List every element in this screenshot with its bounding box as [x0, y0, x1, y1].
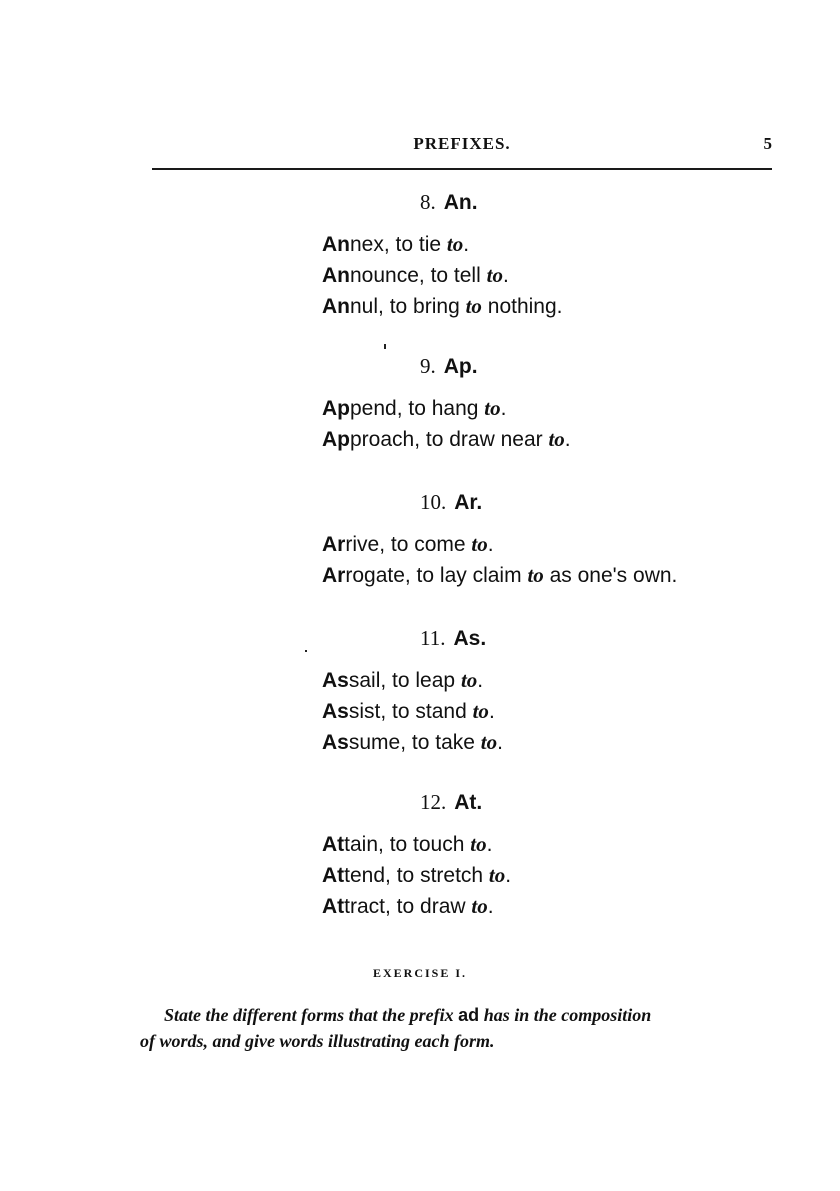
entry-definition: , to draw near	[414, 428, 549, 451]
section-as	[322, 626, 503, 758]
entry-after: .	[564, 428, 571, 451]
section-at	[322, 790, 511, 922]
entry-definition: , to draw	[385, 895, 472, 918]
ink-speck	[305, 650, 307, 652]
exercise-prefix-word: ad	[458, 1005, 480, 1025]
exercise-line-2: of words, and give words illustrating each form.	[140, 1031, 495, 1051]
entry-root: As	[322, 731, 349, 754]
entry-rest: rive	[345, 533, 380, 556]
entry-after: .	[500, 397, 507, 420]
section-number: 9.	[420, 354, 436, 378]
entry-after: .	[487, 895, 494, 918]
entry-root: An	[322, 295, 350, 318]
entry-definition: , to come	[379, 533, 472, 556]
entry-after: nothing.	[481, 295, 563, 318]
list-item	[322, 727, 503, 758]
entry-italic: to	[465, 294, 482, 318]
entry-root: At	[322, 864, 345, 887]
list-item	[322, 891, 511, 922]
entry-rest: tend	[344, 864, 386, 887]
entry-after: .	[505, 864, 512, 887]
entry-italic: to	[484, 396, 501, 420]
entry-rest: sail	[348, 669, 381, 692]
entry-rest: tract	[344, 895, 386, 918]
entry-after: .	[497, 731, 503, 754]
section-prefix: At.	[454, 791, 483, 814]
entry-root: At	[322, 895, 345, 918]
section-an	[322, 190, 563, 322]
entry-rest: nounce	[350, 264, 419, 287]
entry-definition: , to tie	[383, 233, 447, 256]
entry-definition: , to tell	[418, 264, 487, 287]
exercise-line-1	[140, 1002, 780, 1028]
section-heading	[420, 790, 609, 815]
entry-definition: , to lay claim	[404, 564, 528, 587]
entry-italic: to	[480, 730, 498, 754]
entry-italic: to	[472, 699, 489, 723]
entry-italic: to	[548, 427, 565, 451]
ink-speck	[384, 344, 386, 349]
entry-root: An	[322, 264, 350, 287]
list-item	[322, 424, 571, 455]
entry-after: .	[477, 669, 484, 692]
entry-root: Ap	[322, 428, 350, 451]
section-prefix: As.	[453, 627, 487, 650]
entry-root: As	[322, 700, 349, 723]
section-heading	[420, 626, 601, 651]
entry-root: As	[322, 669, 349, 692]
entry-definition: , to leap	[380, 669, 461, 692]
list-item	[322, 560, 677, 591]
entry-root: An	[322, 233, 350, 256]
section-ar	[322, 490, 677, 591]
section-number: 11.	[420, 626, 446, 650]
exercise-line-1-end: has in the composition	[479, 1005, 652, 1025]
entry-italic: to	[460, 668, 478, 692]
section-prefix: An.	[443, 191, 478, 214]
entry-rest: rogate	[345, 564, 405, 587]
entry-italic: to	[471, 532, 488, 556]
list-item	[322, 665, 503, 696]
entry-rest: tain	[344, 833, 379, 856]
section-prefix: Ap.	[443, 355, 478, 378]
exercise-title: EXERCISE I.	[372, 966, 468, 980]
list-item	[322, 260, 563, 291]
list-item	[322, 696, 503, 727]
list-item	[322, 229, 563, 260]
entry-rest: nul	[350, 295, 379, 318]
entry-rest: sume	[348, 731, 401, 754]
entry-after: .	[463, 233, 470, 256]
entry-root: Ar	[322, 564, 346, 587]
section-number: 8.	[420, 190, 436, 214]
entry-root: At	[322, 833, 345, 856]
section-number: 10.	[420, 490, 447, 514]
list-item	[322, 860, 511, 891]
entry-definition: , to stand	[380, 700, 473, 723]
entry-definition: , to hang	[396, 397, 485, 420]
entry-italic: to	[527, 563, 544, 587]
entry-italic: to	[471, 894, 488, 918]
entry-definition: , to bring	[378, 295, 466, 318]
section-prefix: Ar.	[454, 491, 483, 514]
entry-rest: pend	[350, 397, 397, 420]
entry-definition: , to stretch	[385, 864, 489, 887]
section-ap	[322, 354, 571, 455]
list-item	[322, 529, 677, 560]
entry-after: .	[487, 533, 494, 556]
section-heading	[420, 190, 661, 215]
entry-rest: proach	[350, 428, 415, 451]
entry-root: Ar	[322, 533, 346, 556]
entry-root: Ap	[322, 397, 350, 420]
entry-italic: to	[470, 832, 487, 856]
section-heading	[420, 354, 669, 379]
entry-rest: sist	[348, 700, 381, 723]
entry-after: .	[488, 700, 495, 723]
entry-after: .	[502, 264, 509, 287]
section-heading	[420, 490, 775, 515]
page-number: 5	[763, 134, 772, 153]
entry-after: .	[486, 833, 493, 856]
list-item	[322, 291, 563, 322]
entry-definition: , to touch	[378, 833, 471, 856]
exercise-line-1-start: State the different forms that the prefix	[164, 1005, 459, 1025]
section-number: 12.	[420, 790, 447, 814]
entry-italic: to	[486, 263, 503, 287]
exercise-text	[140, 1002, 780, 1054]
list-item	[322, 393, 571, 424]
entry-definition: , to take	[400, 731, 481, 754]
entry-rest: nex	[350, 233, 384, 256]
entry-italic: to	[488, 863, 506, 887]
entry-after: as one's own.	[543, 564, 678, 587]
running-head: PREFIXES.	[413, 134, 511, 153]
entry-italic: to	[446, 232, 464, 256]
list-item	[322, 829, 511, 860]
page-header	[152, 132, 772, 170]
